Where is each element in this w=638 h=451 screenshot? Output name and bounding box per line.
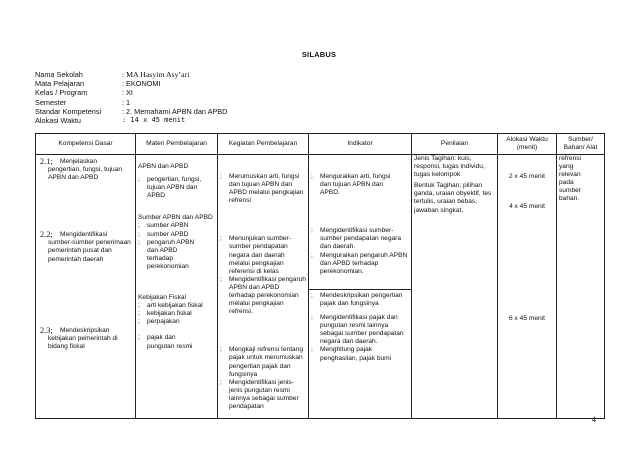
penilaian-bentuk: Bentuk Tagihan; pilihan ganda, uraian obyektif, tes tertulis, uraian bebas, jawaban singkat, bbox=[414, 182, 492, 214]
meta-mapel bbox=[35, 79, 227, 88]
cell-kompetensi-dasar bbox=[36, 155, 136, 419]
kegiatan-item bbox=[220, 235, 306, 275]
meta-value: : XI bbox=[122, 88, 133, 98]
bullet-marker: ; bbox=[311, 227, 313, 235]
meta-label: Kelas / Program bbox=[35, 88, 88, 98]
kd-text: Mengidentifikasi bbox=[60, 231, 108, 239]
bullet-marker: ; bbox=[220, 346, 222, 354]
meta-label: Nama Sekolah bbox=[35, 70, 83, 79]
bullet-marker: ; bbox=[311, 346, 313, 354]
header-sumber: Sumber/ Bahan/ Alat bbox=[557, 134, 605, 155]
kd-line bbox=[40, 326, 133, 335]
meta-value: : 1 bbox=[122, 97, 131, 107]
header-kegiatan: Kegiatan Pembelajaran bbox=[218, 134, 309, 155]
meta-label: Alokasi Waktu bbox=[35, 116, 81, 126]
materi-item-text: perpajakan bbox=[147, 318, 180, 326]
materi-item bbox=[138, 231, 215, 239]
materi-item-text: pajak dan pungutan resmi bbox=[147, 334, 193, 350]
table-row bbox=[36, 155, 605, 419]
meta-standar-kompetensi bbox=[35, 107, 227, 116]
bullet-marker: ; bbox=[311, 251, 313, 259]
cell-materi bbox=[136, 155, 218, 419]
indikator-item-text: Mengidentifikasi sumber-sumber pendapatan negara dan daerah. bbox=[320, 227, 402, 251]
bullet-marker: ; bbox=[220, 378, 222, 386]
materi-item bbox=[138, 310, 215, 318]
meta-value: : 14 x 45 menit bbox=[122, 116, 186, 125]
meta-semester bbox=[35, 98, 227, 107]
header-penilaian: Penilaian bbox=[412, 134, 498, 155]
page-number: 4 bbox=[591, 414, 596, 424]
indikator-item bbox=[311, 292, 409, 308]
meta-sekolah bbox=[35, 70, 227, 79]
kegiatan-item-text: Mengidentifikasi pengaruh APBN dan APBD terhadap perekonomian melalui pengkajian refrensi. bbox=[229, 275, 306, 316]
kd-line bbox=[40, 157, 133, 166]
indikator-item-text: Menguraikan pengaruh APBN dan APBD terhadap perekonomian. bbox=[320, 251, 408, 275]
penilaian-jenis: Jenis Tagihan: kuis, responsi, tugas individu, tugas kelompok bbox=[414, 155, 485, 179]
materi-item bbox=[138, 318, 215, 326]
kd-line bbox=[40, 230, 133, 239]
materi-title: Sumber APBN dan APBD bbox=[138, 214, 213, 222]
indikator-item-text: Mengidentifikasi pajak dan pungutan resmi lainnya sebagai sumber pendapatan negara dan daerah. bbox=[320, 314, 404, 346]
materi-item-text: sumber APBD bbox=[147, 230, 189, 238]
bullet-marker: ; bbox=[138, 318, 140, 326]
kegiatan-item bbox=[220, 276, 306, 316]
bullet-marker: ; bbox=[311, 173, 313, 180]
header-kompetensi-dasar: Kompetensi Dasar bbox=[36, 134, 136, 155]
cell-sumber bbox=[557, 155, 605, 419]
bullet-marker: ; bbox=[138, 302, 140, 310]
materi-item-text: pengaruh APBN dan APBD terhadap perekonomian bbox=[147, 238, 195, 270]
kd-number: 2.1; bbox=[40, 157, 53, 166]
meta-kelas bbox=[35, 88, 227, 97]
kegiatan-item bbox=[220, 173, 306, 205]
meta-alokasi-waktu bbox=[35, 116, 227, 125]
kegiatan-item-text: Mengidentifikasi jenis-jenis pungutan resmi lainnya sebagai sumber pendapatan bbox=[229, 378, 299, 410]
alokasi-value: 6 x 45 menit bbox=[509, 315, 545, 323]
alokasi-value: 2 x 45 menit bbox=[509, 173, 545, 180]
meta-value: : MA Hasyim Asy’ari bbox=[122, 70, 190, 79]
meta-value: : 2. Memahami APBN dan APBD bbox=[122, 106, 228, 116]
kd-number: 2.2; bbox=[40, 230, 53, 240]
kd-item bbox=[40, 326, 133, 351]
bullet-marker: ; bbox=[311, 291, 313, 299]
indikator-item-text: Menguraikan arti, fungsi dan tujuan APBN dan APBD. bbox=[320, 173, 391, 197]
kegiatan-item-text: Merumuskan arti, fungsi dan tujuan APBN dan APBD melalui pengkajian refrensi bbox=[229, 173, 304, 205]
silabus-table bbox=[35, 133, 605, 419]
document-meta bbox=[35, 70, 227, 125]
cell-penilaian bbox=[412, 155, 498, 419]
bullet-marker: ; bbox=[311, 314, 313, 322]
bullet-marker: ; bbox=[220, 173, 222, 180]
indikator-item bbox=[311, 252, 409, 276]
bullet-marker: ; bbox=[220, 235, 222, 243]
header-indikator: Indikator bbox=[309, 134, 412, 155]
kd-text: Mendeskripsikan bbox=[60, 326, 110, 334]
kd-text-cont: sumber-sumber penerimaan pemerintah pusat dan pemerintah daerah bbox=[48, 239, 131, 263]
materi-item-text: sumber APBN bbox=[147, 222, 189, 230]
kd-text: Menjelaskan bbox=[60, 158, 98, 165]
materi-title: APBN dan APBD bbox=[138, 163, 189, 170]
meta-label: Mata Pelajaran bbox=[35, 79, 85, 89]
materi-item-text: kebijakan fiskal bbox=[147, 310, 192, 318]
bullet-marker: ; bbox=[138, 334, 140, 342]
meta-label: Standar Kompetensi bbox=[35, 106, 102, 116]
alokasi-value: 4 x 45 menit bbox=[509, 203, 545, 211]
bullet-marker: ; bbox=[138, 176, 140, 184]
header-materi: Materi Pembelajaran bbox=[136, 134, 218, 155]
indikator-item bbox=[311, 227, 409, 251]
table-header-row bbox=[36, 134, 605, 155]
kegiatan-item-text: Mengkaji refrensi tentang pajak untuk merumuskan pengertian pajak dan fungsinya bbox=[229, 346, 304, 378]
materi-title: Kebijakan Fiskal bbox=[138, 294, 187, 302]
meta-value: : EKONOMI bbox=[122, 79, 161, 89]
kd-item bbox=[40, 157, 133, 182]
indikator-item bbox=[311, 173, 409, 197]
kd-text-cont: pengertian, fungsi, tujuan APBN dan APBD bbox=[48, 166, 123, 182]
materi-item bbox=[138, 239, 215, 271]
indikator-item bbox=[311, 314, 409, 346]
kegiatan-item-text: Menunjukan sumber-sumber pendapatan negara dan daerah melalui pengkajian referensi di kelas bbox=[229, 235, 291, 275]
cell-indikator bbox=[309, 155, 412, 419]
kd-number: 2.3; bbox=[40, 325, 53, 335]
materi-item bbox=[138, 222, 215, 230]
materi-item bbox=[138, 176, 215, 200]
materi-item bbox=[138, 302, 215, 310]
bullet-marker: ; bbox=[138, 230, 140, 238]
kd-text-cont: kebijakan pemerintah di bidang fiskal bbox=[48, 334, 118, 350]
bullet-marker: ; bbox=[220, 275, 222, 283]
bullet-marker: ; bbox=[138, 222, 140, 230]
document-title: SILABUS bbox=[301, 50, 337, 59]
cell-kegiatan bbox=[218, 155, 309, 419]
kegiatan-item bbox=[220, 346, 306, 378]
cell-alokasi bbox=[498, 155, 557, 419]
sumber-text: refrensi yang relevan pada sumber bahan. bbox=[559, 155, 581, 203]
bullet-marker: ; bbox=[138, 238, 140, 246]
materi-item bbox=[138, 334, 215, 350]
meta-label: Semester bbox=[35, 97, 67, 107]
indikator-group-divider bbox=[309, 289, 411, 363]
bullet-marker: ; bbox=[138, 310, 140, 318]
kegiatan-item bbox=[220, 379, 306, 411]
kd-item bbox=[40, 230, 133, 263]
header-alokasi: Alokasi Waktu (menit) bbox=[498, 134, 557, 155]
materi-item-text: pengertian, fungsi, tujuan APBN dan APBD bbox=[147, 176, 202, 200]
indikator-item-text: Mendeskripsikan pengertian pajak dan fungsinya bbox=[320, 291, 403, 307]
indikator-item-text: Menghitung pajak penghasilan, pajak bumi bbox=[320, 346, 392, 362]
indikator-item bbox=[311, 346, 409, 362]
materi-item-text: arti kebijakan fiskal bbox=[147, 302, 203, 310]
